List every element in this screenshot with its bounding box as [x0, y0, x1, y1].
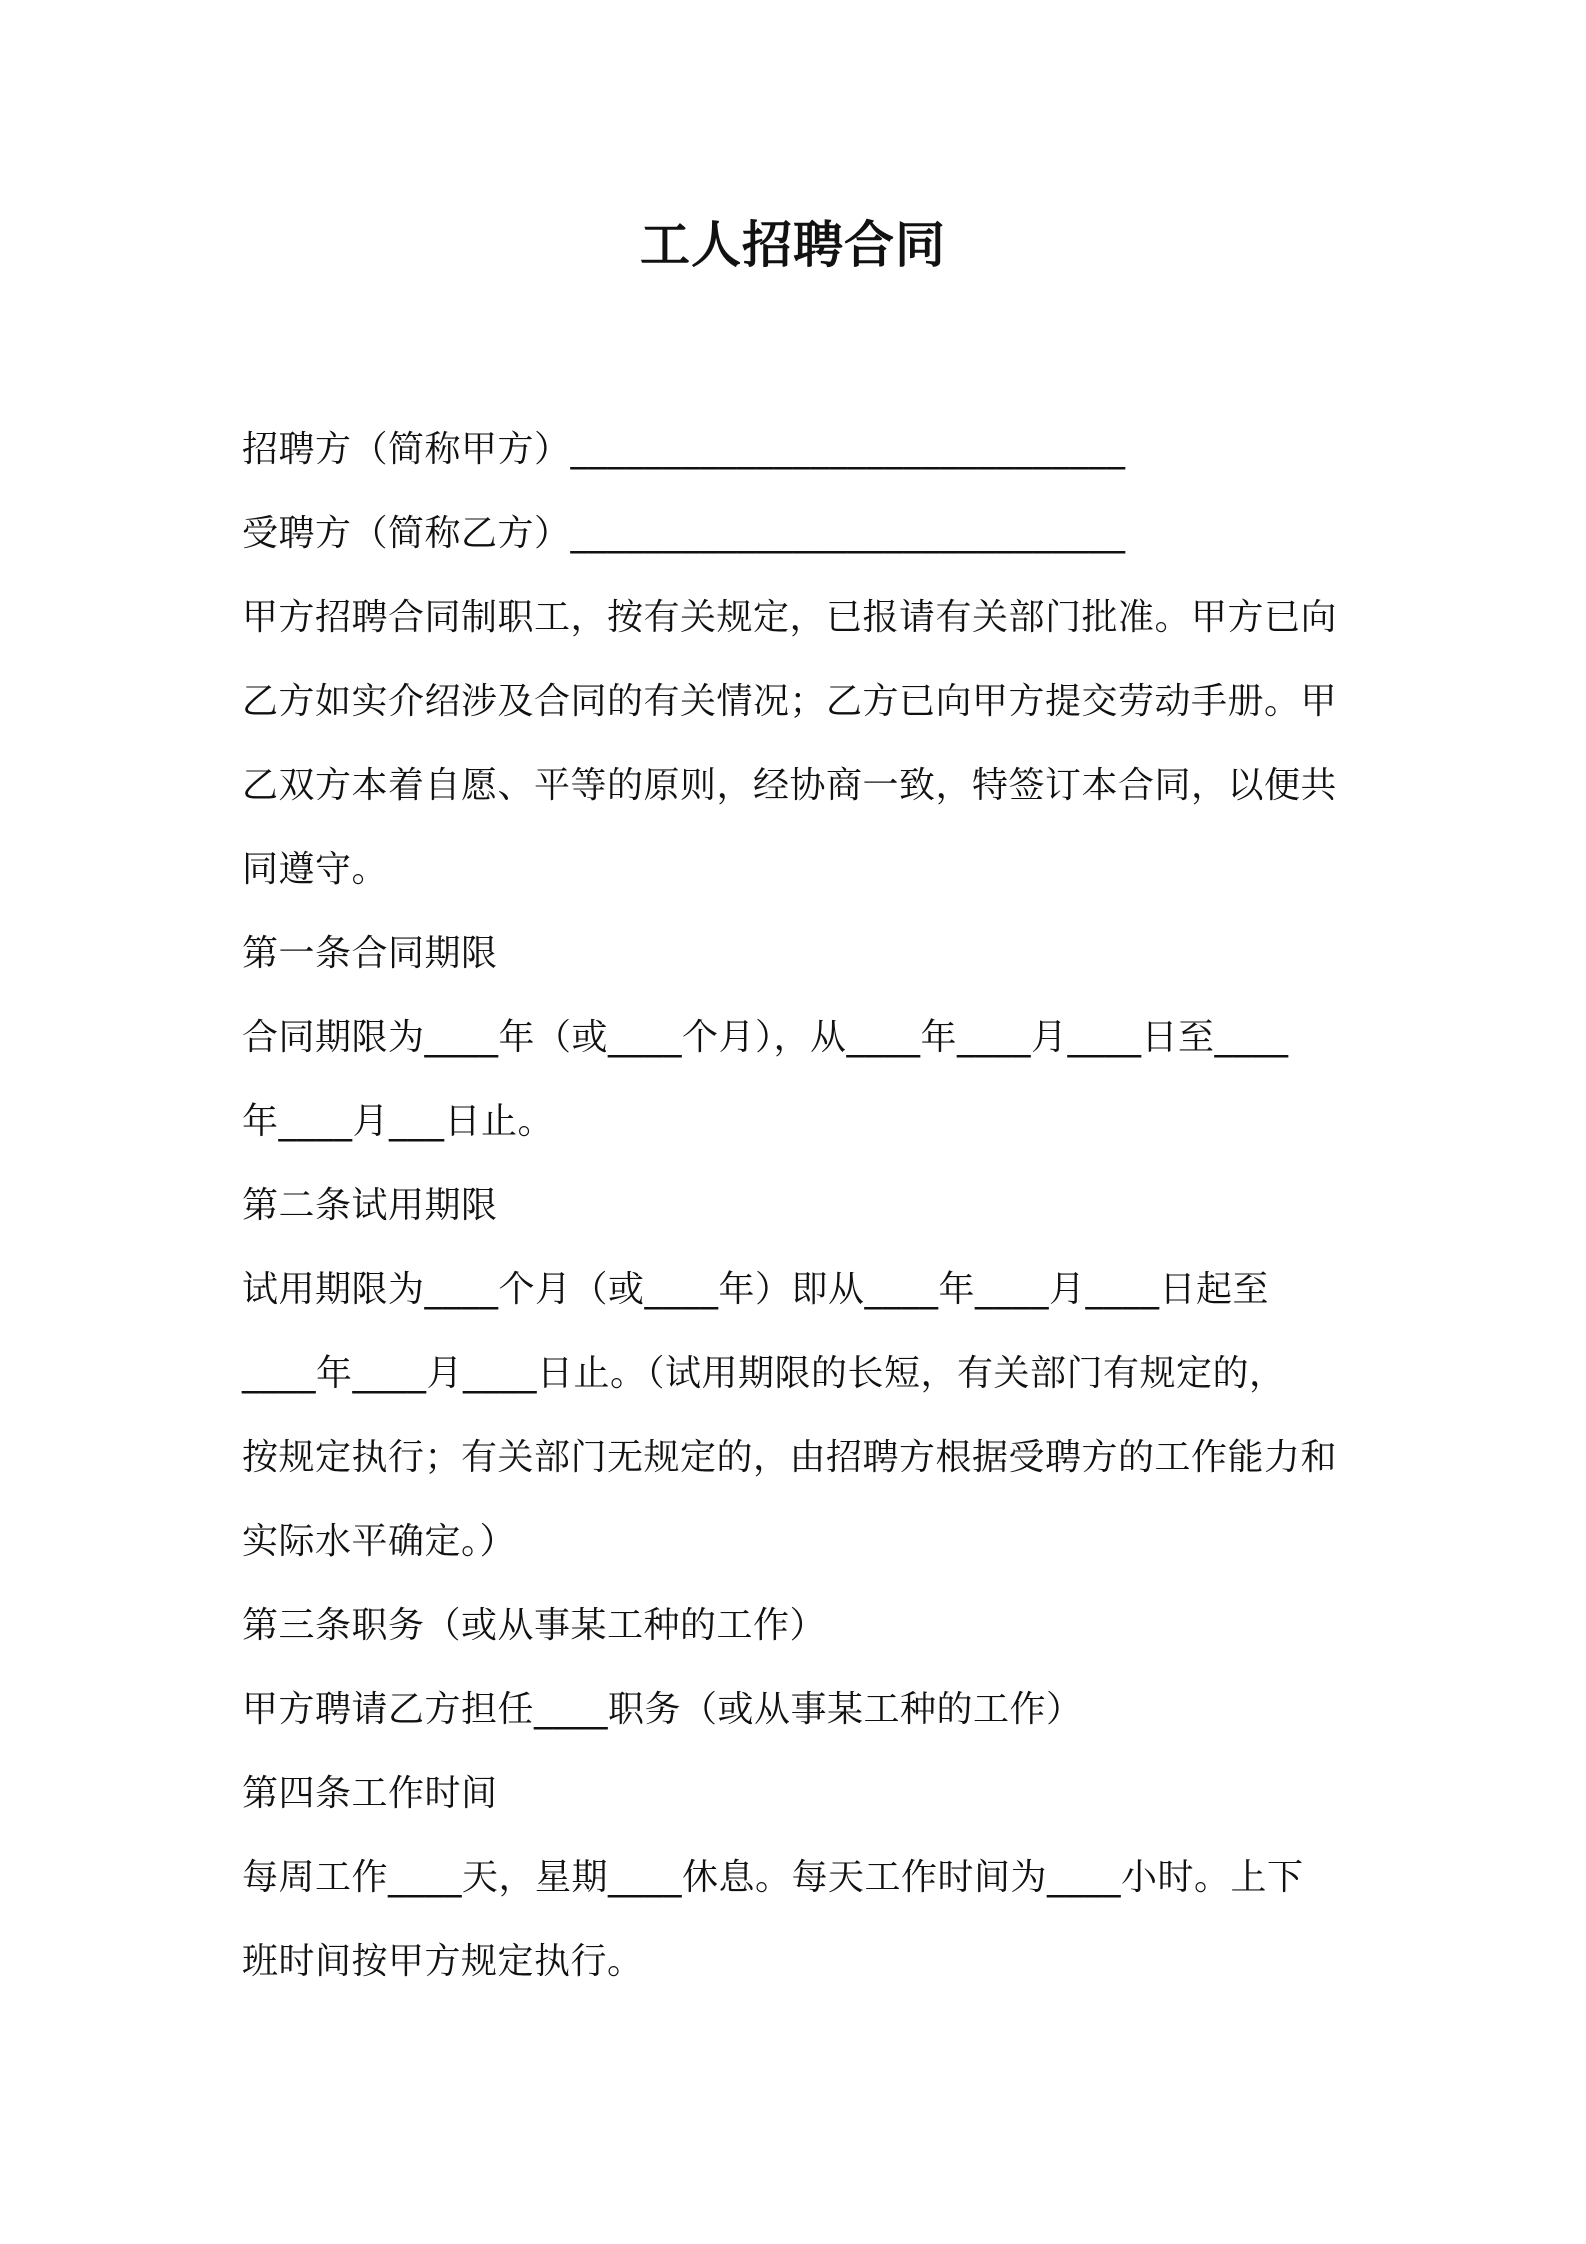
article-1-text: 年____月___日止。	[242, 1101, 555, 1142]
article-2-text: 试用期限为____个月（或____年）即从____年____月____日起至	[242, 1269, 1270, 1310]
preamble-line: 乙方如实介绍涉及合同的有关情况；乙方已向甲方提交劳动手册。甲	[242, 681, 1338, 722]
article-3-text: 甲方聘请乙方担任____职务（或从事某工种的工作）	[242, 1689, 1083, 1730]
article-2-heading: 第二条试用期限	[242, 1185, 498, 1226]
article-2-text: 实际水平确定。）	[242, 1521, 517, 1562]
preamble-line: 同遵守。	[242, 849, 389, 890]
article-4-heading: 第四条工作时间	[242, 1773, 498, 1814]
article-3-heading: 第三条职务（或从事某工种的工作）	[242, 1605, 827, 1646]
article-4-text: 每周工作____天，星期____休息。每天工作时间为____小时。上下	[242, 1857, 1304, 1898]
document-title: 工人招聘合同	[640, 216, 946, 274]
article-2-text: ____年____月____日止。（试用期限的长短，有关部门有规定的，	[242, 1353, 1286, 1394]
article-1-heading: 第一条合同期限	[242, 933, 498, 974]
party-b-line: 受聘方（简称乙方）______________________________	[242, 513, 1126, 554]
article-1-text: 合同期限为____年（或____个月），从____年____月____日至____	[242, 1017, 1289, 1058]
preamble-line: 乙双方本着自愿、平等的原则，经协商一致，特签订本合同，以便共	[242, 765, 1338, 806]
preamble-line: 甲方招聘合同制职工，按有关规定，已报请有关部门批准。甲方已向	[242, 597, 1338, 638]
document-body	[242, 408, 1362, 2004]
party-a-line: 招聘方（简称甲方）______________________________	[242, 429, 1126, 470]
article-4-text: 班时间按甲方规定执行。	[242, 1941, 644, 1982]
article-2-text: 按规定执行；有关部门无规定的，由招聘方根据受聘方的工作能力和	[242, 1437, 1338, 1478]
